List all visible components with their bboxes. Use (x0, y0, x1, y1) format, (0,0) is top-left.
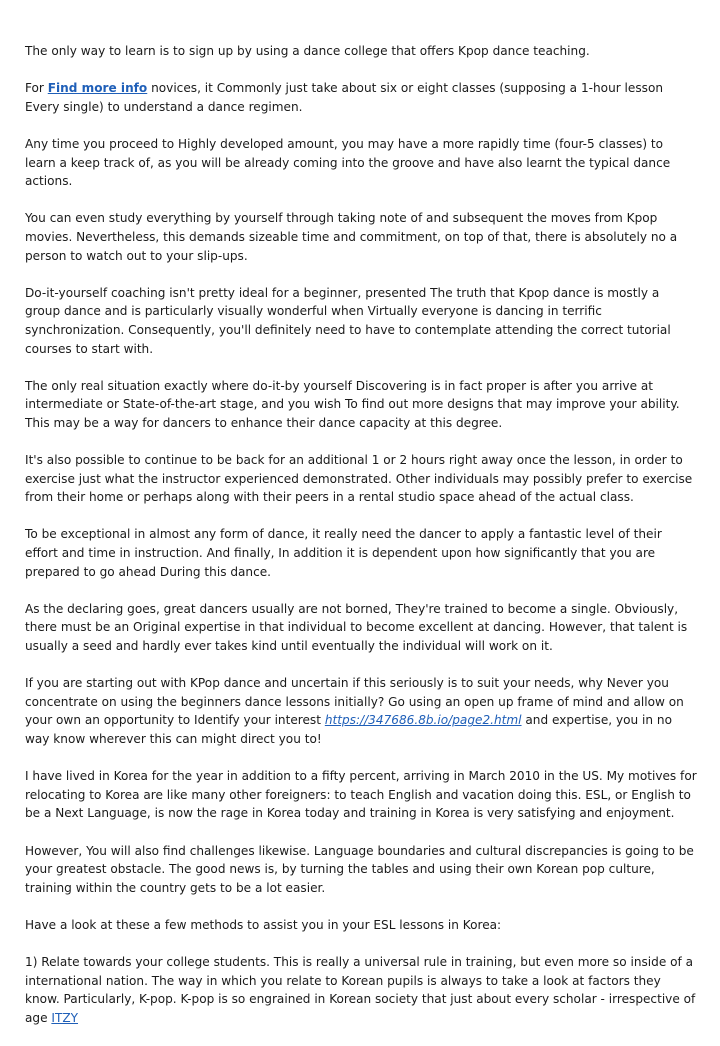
paragraph-text: To be exceptional in almost any form of dance, it really need the dancer to apply a fantastic level of their effort and time in instruction. And finally, In addition it is dependent upon how significantly that you are prepared to go ahead During this dance. (25, 527, 662, 579)
paragraph-text: As the declaring goes, great dancers usually are not borned, They're trained to become a single. Obviously, there must be an Original expertise in that individual to become excellent at dancing. However, that talent is usually a seed and hardly ever takes kind until eventually the individual will work on it. (25, 601, 688, 653)
paragraph-text: Do-it-yourself coaching isn't pretty ideal for a beginner, presented The truth that Kpop dance is mostly a group dance and is particularly visually wonderful when Virtually everyone is dancing in terrific synchronization. Consequently, you'll definitely need to have to contemplate attending the correct tutorial courses to start with. (25, 285, 671, 356)
paragraph-text: You can even study everything by yourself through taking note of and subsequent the moves from Kpop movies. Nevertheless, this demands sizeable time and commitment, on top of that, there is absolutely no a person to watch out to your slip-ups. (25, 211, 678, 263)
paragraph-text-before-link: 1) Relate towards your college students. This is really a universal rule in training, but even more so inside of a international nation. The way in which you relate to Korean pupils is always to take a look at factors they know. Particularly, K-pop. K-pop is so engrained in Korean society that just about every scholar - irrespective of age (25, 955, 696, 1025)
paragraph-text-after-link: novices, it Commonly just take about six or eight classes (supposing a 1-hour lesson Every single) to understand a dance regimen. (25, 81, 664, 114)
paragraph-text-before-link: If you are starting out with KPop dance and uncertain if this seriously is to suit your needs, why Never you concentrate on using the beginners dance lessons initially? Go using an open up frame of mind and allow on your own an opportunity to Identify your interest (25, 676, 684, 728)
paragraph-2 (25, 79, 697, 116)
paragraph-13 (25, 916, 697, 935)
paragraph-text: However, You will also find challenges likewise. Language boundaries and cultural discrepancies is going to be your greatest obstacle. The good news is, by turning the tables and using their own Korean pop culture, training within the country gets to be a lot easier. (25, 843, 694, 895)
paragraph-4 (25, 209, 697, 265)
paragraph-text: It's also possible to continue to be back for an additional 1 or 2 hours right away once the lesson, in order to exercise just what the instructor experienced demonstrated. Other individuals may possibly prefer to exercise from their home or perhaps along with their peers in a rental studio space ahead of the actual class. (25, 453, 693, 505)
paragraph-10 (25, 674, 697, 748)
paragraph-6 (25, 377, 697, 433)
paragraph-14 (25, 953, 697, 1027)
paragraph-11 (25, 767, 697, 823)
paragraph-text: The only way to learn is to sign up by using a dance college that offers Kpop dance teaching. (25, 44, 590, 58)
paragraph-text-after-link: and expertise, you in no way know wherever this can might direct you to! (25, 713, 672, 746)
paragraph-1 (25, 42, 697, 61)
paragraph-9 (25, 600, 697, 656)
paragraph-5 (25, 284, 697, 358)
paragraph-3 (25, 135, 697, 191)
page2-url-link[interactable]: https://347686.8b.io/page2.html (324, 713, 522, 728)
paragraph-text-before-link: For (25, 81, 48, 96)
paragraph-text: Have a look at these a few methods to assist you in your ESL lessons in Korea: (25, 917, 502, 932)
find-more-info-link[interactable]: Find more info (47, 81, 148, 96)
itzy-link[interactable]: ITZY (51, 1010, 79, 1025)
paragraph-8 (25, 525, 697, 581)
paragraph-7 (25, 451, 697, 507)
paragraph-text: I have lived in Korea for the year in addition to a fifty percent, arriving in March 2010 in the US. My motives for relocating to Korea are like many other foreigners: to teach English and vacation doing this. ESL, or English to be a Next Language, is now the rage in Korea today and training in Korea is very satisfying and enjoyment. (25, 769, 697, 821)
document-page (25, 42, 697, 1046)
paragraph-text: The only real situation exactly where do-it-by yourself Discovering is in fact proper is after you arrive at intermediate or State-of-the-art stage, and you wish To find out more designs that may improve your ability. This may be a way for dancers to enhance their dance capacity at this degree. (25, 378, 680, 430)
paragraph-12 (25, 842, 697, 898)
paragraph-text: Any time you proceed to Highly developed amount, you may have a more rapidly time (four-5 classes) to learn a keep track of, as you will be already coming into the groove and have also learnt the typical dance actions. (25, 136, 671, 189)
